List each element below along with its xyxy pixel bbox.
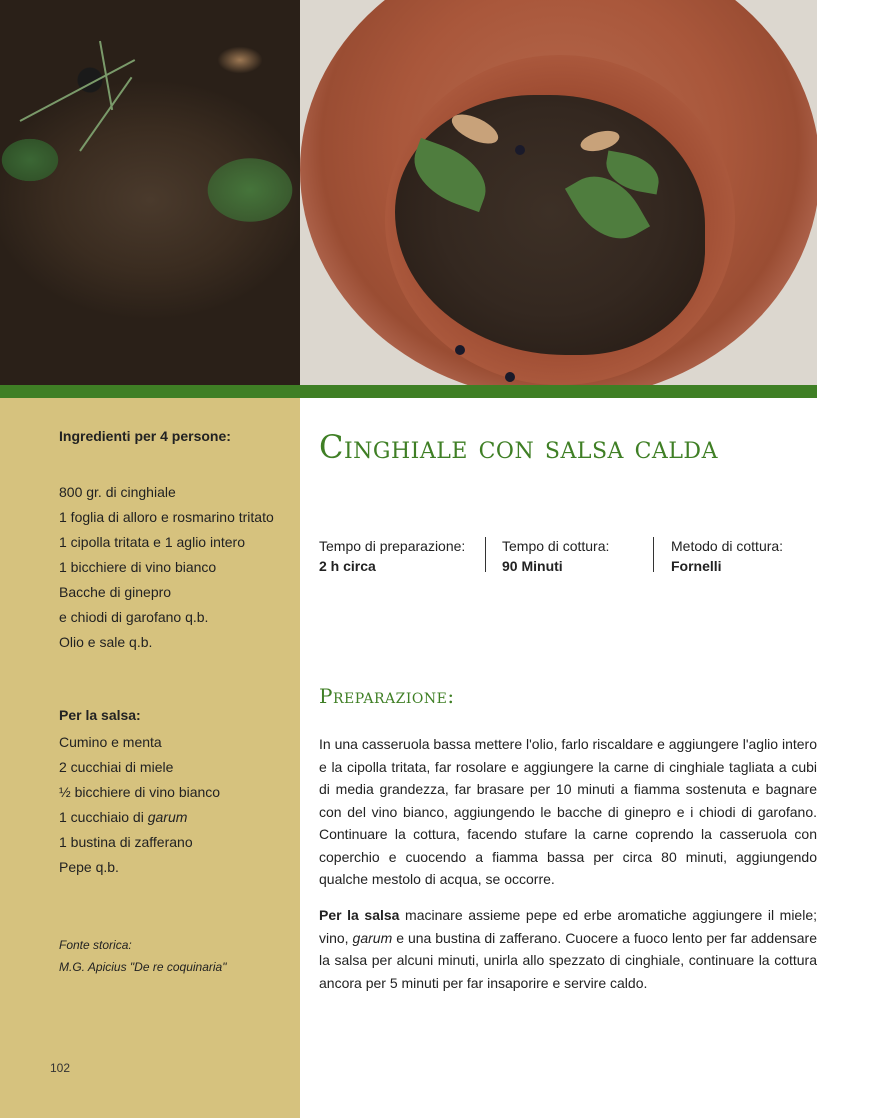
sauce-text-part: macinare assieme pepe ed erbe aromatiche aggiungere il miele; vino, xyxy=(319,907,818,946)
ingredient-item: e chiodi di garofano q.b. xyxy=(59,609,209,625)
meta-divider xyxy=(485,537,486,572)
ingredient-item: Olio e sale q.b. xyxy=(59,634,153,650)
sauce-label: Per la salsa xyxy=(319,907,400,923)
ingredients-sidebar xyxy=(0,398,300,1118)
cook-method-value: Fornelli xyxy=(671,558,722,574)
source-label: Fonte storica: xyxy=(59,938,132,952)
rosemary-sprig xyxy=(20,59,136,122)
sauce-item: Pepe q.b. xyxy=(59,859,119,875)
juniper-berry xyxy=(515,145,525,155)
prep-time xyxy=(319,536,465,576)
juniper-berry xyxy=(505,372,515,382)
ingredient-item: Bacche di ginepro xyxy=(59,584,172,600)
cook-time-label: Tempo di cottura: xyxy=(502,538,610,554)
dish-plate-photo xyxy=(300,0,817,385)
historical-source xyxy=(59,934,226,978)
garum-term: garum xyxy=(147,809,188,825)
sauce-item: ½ bicchiere di vino bianco xyxy=(59,784,221,800)
sauce-item: 1 bustina di zafferano xyxy=(59,834,193,850)
page-number: 102 xyxy=(50,1061,71,1075)
preparation-heading: Preparazione: xyxy=(319,684,455,708)
sauce-item: 2 cucchiai di miele xyxy=(59,759,174,775)
cook-method xyxy=(671,536,783,576)
sauce-text-part: e una bustina di zafferano. Cuocere a fuoco lento per far addensare la salsa per alcuni minuti, unirla allo spezzato di cinghiale, continuare la cottura ancora per 5 minuti per far insaporire e servire caldo. xyxy=(319,929,818,991)
sauce-preparation-paragraph xyxy=(319,904,817,994)
dish-closeup-photo xyxy=(0,0,300,385)
preparation-paragraph: In una casseruola bassa mettere l'olio, farlo riscaldare e aggiungere l'aglio intero e la cipolla tritata, far rosolare e aggiungere la carne di cinghiale tagliata a cubi di media grandezza, far brasare per 10 minuti a fiamma sostenuta e bagnare con del vino bianco, aggiungendo le bacche di ginepro e i chiodi di garofano. Continuare la cottura, facendo stufare la carne coprendo la casseruola con coperchio e cuocendo a fiamma bassa per circa 80 minuti, aggiungendo qualche mestolo di acqua, se occorre. xyxy=(319,736,817,887)
source-text: M.G. Apicius "De re coquinaria" xyxy=(59,960,227,974)
ingredients-heading: Ingredienti per 4 persone: xyxy=(59,428,231,444)
sauce-item-text: 1 cucchiaio di xyxy=(59,809,148,825)
juniper-berry xyxy=(455,345,465,355)
ingredient-item: 1 foglia di alloro e rosmarino tritato xyxy=(59,509,274,525)
meta-divider xyxy=(653,537,654,572)
cook-method-label: Metodo di cottura: xyxy=(671,538,784,554)
cook-time xyxy=(502,536,609,576)
green-divider-band xyxy=(0,385,817,398)
prep-time-label: Tempo di preparazione: xyxy=(319,538,466,554)
cook-time-value: 90 Minuti xyxy=(502,558,563,574)
ingredients-list xyxy=(59,480,274,655)
ingredient-item: 1 bicchiere di vino bianco xyxy=(59,559,217,575)
prep-time-value: 2 h circa xyxy=(319,558,376,574)
ingredient-item: 1 cipolla tritata e 1 aglio intero xyxy=(59,534,245,550)
recipe-title: Cinghiale con salsa calda xyxy=(319,428,718,466)
rosemary-sprig xyxy=(79,77,132,152)
sauce-heading: Per la salsa: xyxy=(59,707,141,723)
ingredient-item: 800 gr. di cinghiale xyxy=(59,484,176,500)
sauce-item: Cumino e menta xyxy=(59,734,162,750)
sauce-item xyxy=(59,805,220,830)
sauce-ingredients-list xyxy=(59,730,220,880)
garum-term: garum xyxy=(352,929,393,946)
